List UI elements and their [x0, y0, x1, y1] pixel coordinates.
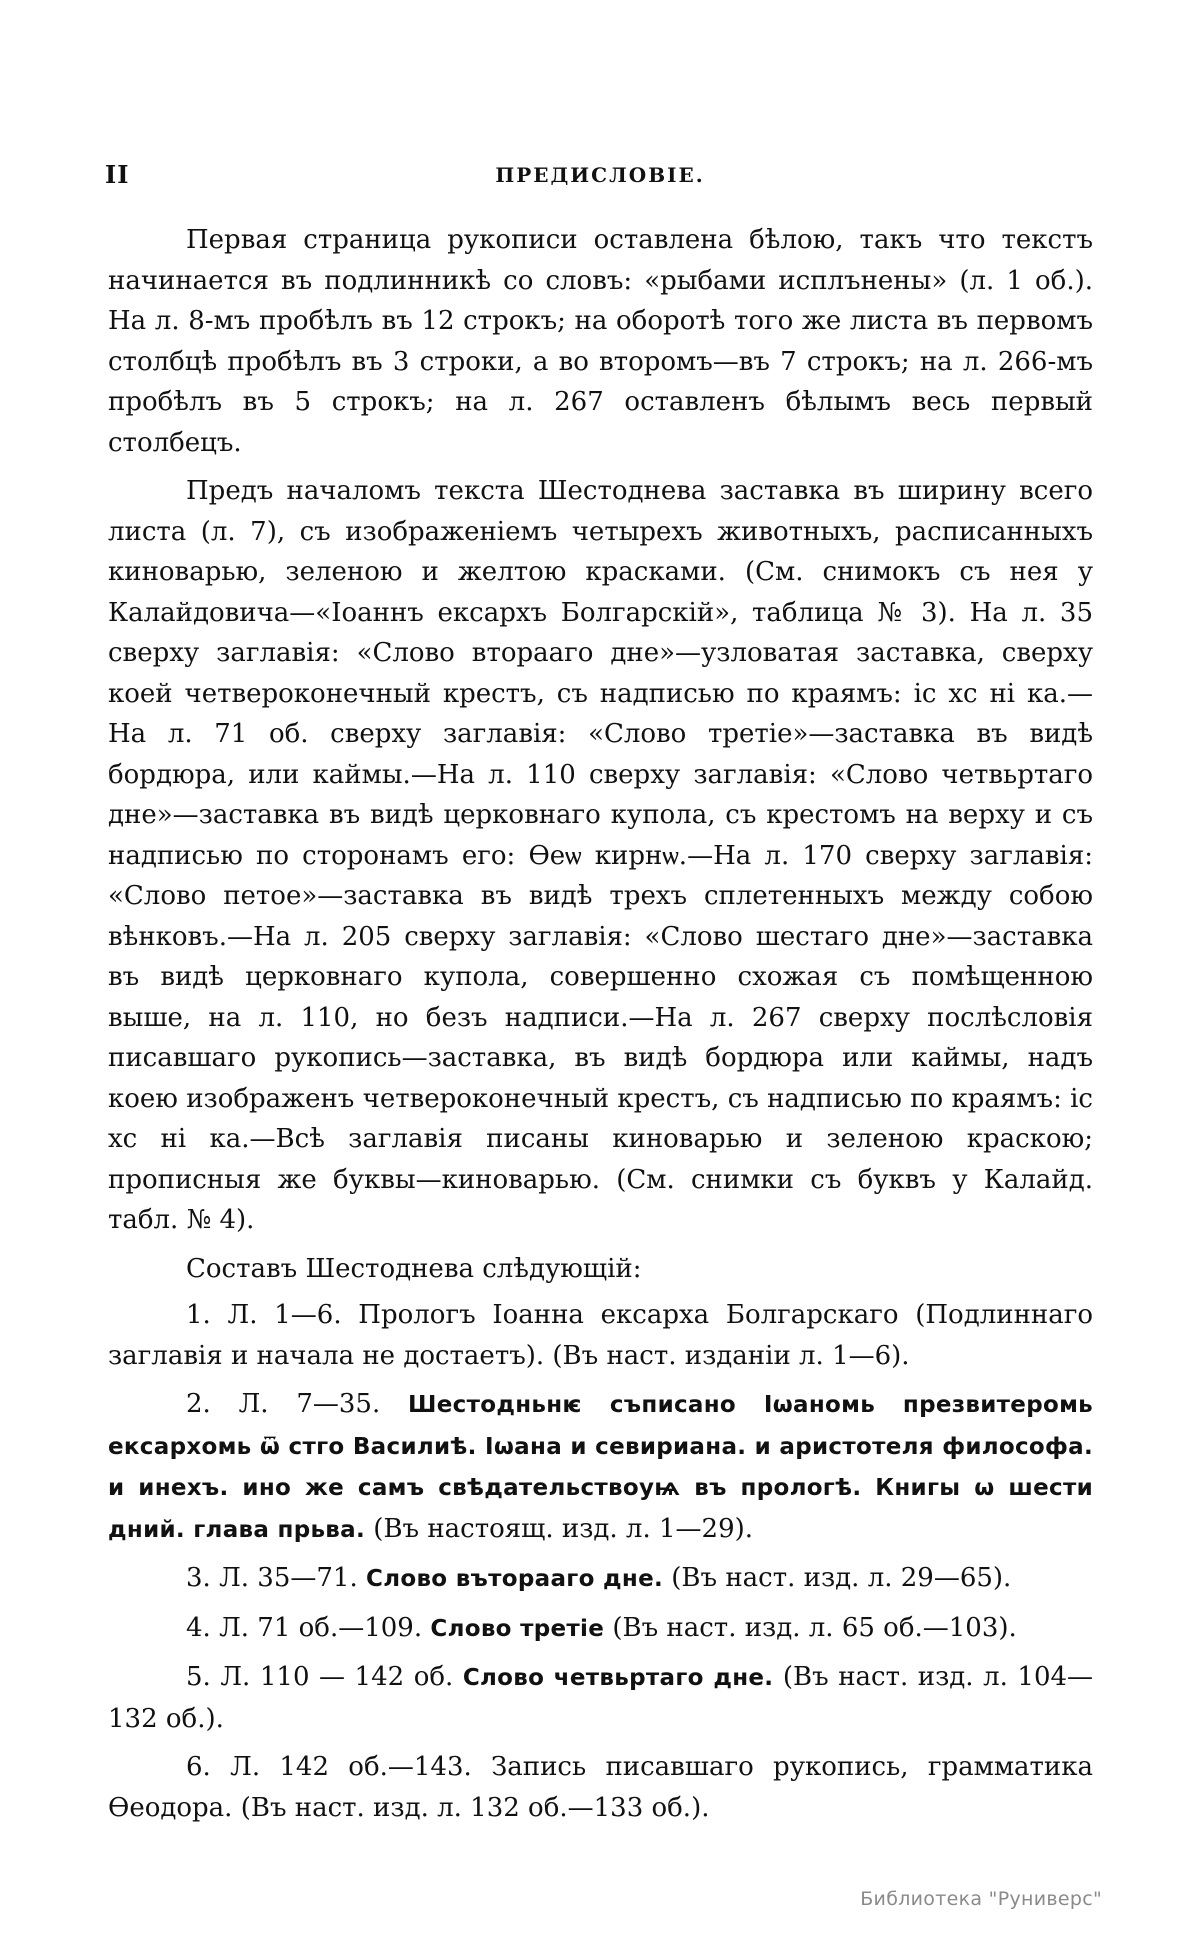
page-header [105, 160, 1095, 200]
list-item-number: 3. [186, 1563, 211, 1593]
old-slavonic-title: Слово третіе [430, 1615, 605, 1642]
list-item-reference: (Въ наст. изд. л. 104—132 об.). [108, 1662, 1094, 1734]
main-text [108, 220, 1093, 1836]
page-number: II [105, 160, 130, 189]
list-item-number: 5. [186, 1662, 211, 1692]
list-item [108, 1384, 1093, 1550]
list-item-number: 6. [186, 1752, 211, 1782]
list-item [108, 1295, 1093, 1376]
paragraph-manuscript-gaps: Первая страница рукописи оставлена бѣлою, такъ что текстъ начинается въ подлинникѣ со словъ: «рыбами исплънены» (л. 1 об.). На л. 8-мъ пробѣлъ въ 12 строкъ; на оборотѣ того же листа въ первомъ столбцѣ пробѣлъ въ 3 строки, а во второмъ—въ 7 строкъ; на л. 266-мъ пробѣлъ въ 5 строкъ; на л. 267 оставленъ бѣлымъ весь первый столбецъ. [108, 225, 1093, 458]
old-slavonic-title: Шестодньнѥ съписано Іѡаномь презвитеромь ексархомь ѿ стго Василиѣ. Іѡана и севириана. и аристотеля философа. и инехъ. ино же самъ свѣдательствоуѩ въ прологѣ. Книгы ѡ шести дний. глава прьва. [108, 1392, 1094, 1543]
library-watermark: Библиотека "Руниверс" [860, 1888, 1102, 1910]
contents-list [108, 1295, 1093, 1828]
paragraph-ornaments: Предъ началомъ текста Шестоднева заставка въ ширину всего листа (л. 7), съ изображеніемъ четырехъ животныхъ, расписанныхъ киноварью, зеленою и желтою красками. (См. снимокъ съ нея у Калайдовича—«Іоаннъ ексархъ Болгарскій», таблица № 3). На л. 35 сверху заглавія: «Слово вторааго дне»—узловатая заставка, сверху коей четвероконечный крестъ, съ надписью по краямъ: іс хс ні ка.—На л. 71 об. сверху заглавія: «Слово третіе»—заставка въ видѣ бордюра, или каймы.—На л. 110 сверху заглавія: «Слово четвьртаго дне»—заставка въ видѣ церковнаго купола, съ крестомъ на верху и съ надписью по сторонамъ его: Ѳеѡ кирнѡ.—На л. 170 сверху заглавія: «Слово петое»—заставка въ видѣ трехъ сплетенныхъ между собою вѣнковъ.—На л. 205 сверху заглавія: «Слово шестаго дне»—заставка въ видѣ церковнаго купола, совершенно схожая съ помѣщенною выше, на л. 110, но безъ надписи.—На л. 267 сверху послѣсловія писавшаго рукопись—заставка, въ видѣ бордюра или каймы, надъ коею изображенъ четвероконечный крестъ, съ надписью по краямъ: іс хс ні ка.—Всѣ заглавія писаны киноварью и зеленою краскою; прописныя же буквы—киноварью. (См. снимки съ буквъ у Калайд. табл. № 4). [108, 476, 1093, 1235]
list-item [108, 1657, 1093, 1739]
contents-intro: Составъ Шестоднева слѣдующій: [186, 1253, 642, 1284]
list-item-number: 1. [186, 1300, 211, 1330]
old-slavonic-title: Слово въторааго дне. [366, 1566, 664, 1592]
running-title: ПРЕДИСЛОВІЕ. [495, 163, 705, 187]
list-item-text: Л. 1—6. Прологъ Іоанна ексарха Болгарскаго (Подлиннаго заглавія и начала не достаетъ). (Въ наст. изданіи л. 1—6). [108, 1300, 1094, 1371]
list-item-text: Л. 142 об.—143. Запись писавшаго рукопись, грамматика Ѳеодора. (Въ наст. изд. л. 132 об.—133 об.). [108, 1752, 1094, 1823]
list-item-reference: (Въ настоящ. изд. л. 1—29). [373, 1513, 754, 1544]
list-item-text: Л. 7—35. [238, 1389, 381, 1419]
old-slavonic-title: Слово четвьртаго дне. [462, 1665, 774, 1691]
list-item-text: Л. 35—71. [219, 1563, 358, 1593]
list-item-text: Л. 110 — 142 об. [220, 1662, 454, 1692]
list-item-number: 2. [186, 1389, 211, 1419]
list-item [108, 1747, 1093, 1828]
list-item [108, 1608, 1093, 1650]
list-item-number: 4. [186, 1612, 211, 1643]
list-item-text: Л. 71 об.—109. [219, 1612, 423, 1643]
list-item [108, 1558, 1093, 1600]
list-item-reference: (Въ наст. изд. л. 65 об.—103). [612, 1612, 1017, 1643]
list-item-reference: (Въ наст. изд. л. 29—65). [671, 1563, 1012, 1593]
